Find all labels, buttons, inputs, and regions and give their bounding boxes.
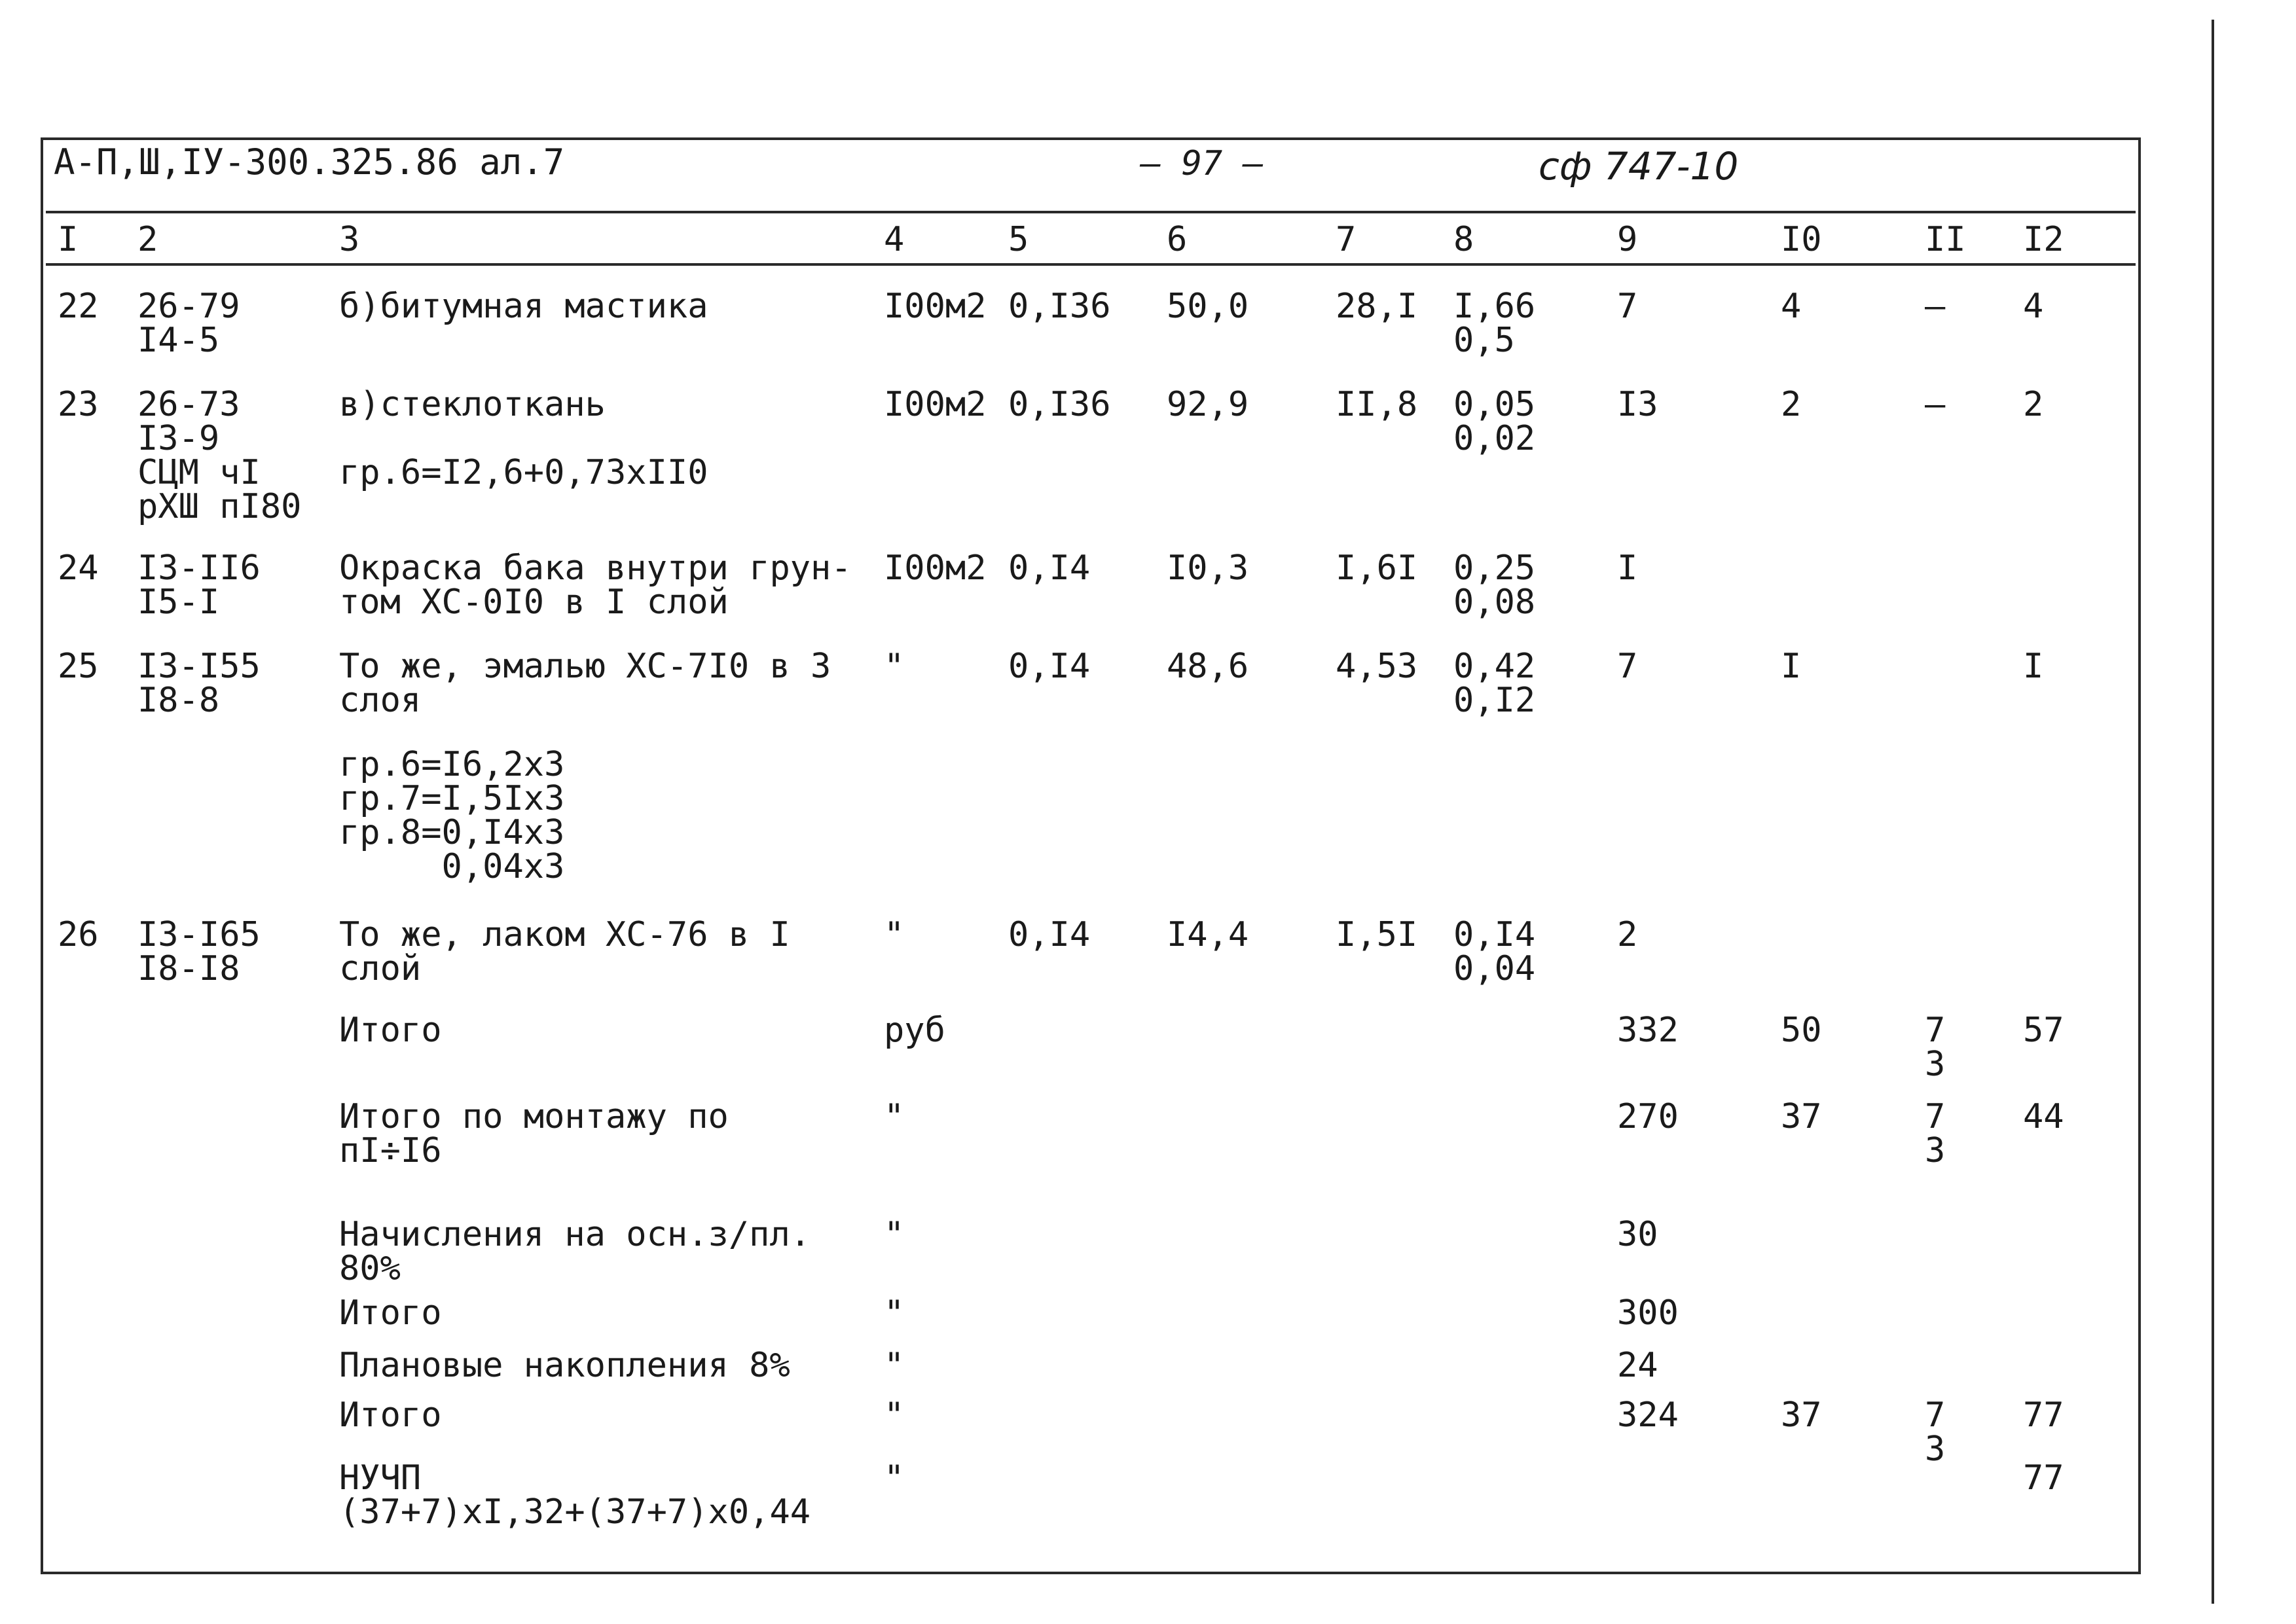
page-number: – 97 – <box>1140 144 1264 183</box>
table-cell: 23 <box>58 385 99 424</box>
table-cell: 7 3 <box>1925 1396 1946 1469</box>
table-cell: Итого <box>339 1396 442 1435</box>
table-cell: " <box>884 1396 905 1435</box>
table-cell: " <box>884 915 905 954</box>
table-cell: 28,I <box>1336 287 1418 326</box>
table-cell: I,6I <box>1336 549 1418 588</box>
table-cell: 0,I36 <box>1008 287 1111 326</box>
table-cell: I,5I <box>1336 915 1418 954</box>
table-cell: I <box>2023 647 2044 686</box>
table-cell: " <box>884 1293 905 1333</box>
table-cell: 24 <box>58 549 99 588</box>
page-edge-rule <box>2212 20 2214 1604</box>
table-cell: " <box>884 1097 905 1136</box>
table-cell: 0,I4 <box>1008 915 1091 954</box>
table-cell: I00м2 <box>884 287 987 326</box>
column-header: 5 <box>1008 220 1029 259</box>
table-cell: 2 <box>2023 385 2044 424</box>
table-cell: 4 <box>2023 287 2044 326</box>
table-cell: I3-II6 I5-I <box>137 549 261 622</box>
column-header: I2 <box>2023 220 2064 259</box>
table-cell: Окраска бака внутри грун- том ХС-0I0 в I слой <box>339 549 852 622</box>
table-cell: – <box>1925 385 1946 424</box>
table-cell: I4,4 <box>1167 915 1249 954</box>
document-reference: А-П,Ш,IУ-300.325.86 ал.7 <box>54 141 565 183</box>
table-cell: 270 <box>1617 1097 1679 1136</box>
table-cell: I3 <box>1617 385 1658 424</box>
column-header: I0 <box>1781 220 1822 259</box>
table-cell: I3-I55 I8-8 <box>137 647 261 720</box>
header-rule-top <box>46 211 2136 213</box>
column-header: 8 <box>1453 220 1474 259</box>
table-cell: 37 <box>1781 1396 1822 1435</box>
table-cell: 50 <box>1781 1011 1822 1050</box>
column-header: 3 <box>339 220 360 259</box>
table-cell: 77 <box>2023 1458 2064 1498</box>
table-cell: Начисления на осн.з/пл. 80% <box>339 1215 811 1288</box>
table-cell: 7 <box>1617 647 1638 686</box>
table-cell: гр.6=I6,2х3 гр.7=I,5Iх3 гр.8=0,I4х3 0,04х3 <box>339 745 565 886</box>
table-cell: 22 <box>58 287 99 326</box>
table-cell: I <box>1781 647 1802 686</box>
table-cell: I3-I65 I8-I8 <box>137 915 261 988</box>
table-cell: 0,25 0,08 <box>1453 549 1536 622</box>
column-header: 7 <box>1336 220 1357 259</box>
table-cell: 332 <box>1617 1011 1679 1050</box>
table-cell: То же, эмалью ХС-7I0 в 3 слоя <box>339 647 831 720</box>
column-header: 4 <box>884 220 905 259</box>
table-cell: 44 <box>2023 1097 2064 1136</box>
table-cell: 57 <box>2023 1011 2064 1050</box>
table-cell: 26-79 I4-5 <box>137 287 240 360</box>
table-cell: Плановые накопления 8% <box>339 1346 790 1385</box>
table-cell: НУЧП (37+7)хI,32+(37+7)х0,44 <box>339 1458 811 1532</box>
table-cell: 0,I4 <box>1008 647 1091 686</box>
table-cell: 26-73 I3-9 СЦМ чI рХШ пI80 <box>137 385 302 526</box>
table-cell: 0,I4 <box>1008 549 1091 588</box>
handwritten-code: сф 747-10 <box>1539 144 1739 189</box>
column-header: 9 <box>1617 220 1638 259</box>
table-cell: – <box>1925 287 1946 326</box>
table-cell: I00м2 <box>884 385 987 424</box>
column-header: 6 <box>1167 220 1188 259</box>
table-cell: 50,0 <box>1167 287 1249 326</box>
table-cell: 4 <box>1781 287 1802 326</box>
table-cell: 30 <box>1617 1215 1658 1254</box>
header-rule-bottom <box>46 263 2136 266</box>
table-cell: 7 3 <box>1925 1097 1946 1170</box>
table-cell: 2 <box>1617 915 1638 954</box>
table-cell: 26 <box>58 915 99 954</box>
table-cell: Итого по монтажу по пI÷I6 <box>339 1097 729 1170</box>
table-cell: То же, лаком ХС-76 в I слой <box>339 915 790 988</box>
table-cell: Итого <box>339 1011 442 1050</box>
table-cell: I <box>1617 549 1638 588</box>
table-cell: 77 <box>2023 1396 2064 1435</box>
table-cell: Итого <box>339 1293 442 1333</box>
table-cell: 25 <box>58 647 99 686</box>
table-cell: 48,6 <box>1167 647 1249 686</box>
table-cell: 4,53 <box>1336 647 1418 686</box>
column-header: II <box>1925 220 1966 259</box>
table-cell: I0,3 <box>1167 549 1249 588</box>
table-cell: I,66 0,5 <box>1453 287 1536 360</box>
table-cell: II,8 <box>1336 385 1418 424</box>
column-header: I <box>58 220 79 259</box>
table-cell: I00м2 <box>884 549 987 588</box>
table-cell: " <box>884 1458 905 1498</box>
table-cell: в)стеклоткань гр.6=I2,6+0,73хII0 <box>339 385 708 492</box>
table-cell: 37 <box>1781 1097 1822 1136</box>
table-cell: 0,I4 0,04 <box>1453 915 1536 988</box>
table-cell: " <box>884 647 905 686</box>
table-cell: б)битумная мастика <box>339 287 708 326</box>
table-cell: 24 <box>1617 1346 1658 1385</box>
table-cell: 7 <box>1617 287 1638 326</box>
table-cell: руб <box>884 1011 945 1050</box>
table-cell: 0,I36 <box>1008 385 1111 424</box>
table-cell: 0,05 0,02 <box>1453 385 1536 458</box>
table-cell: " <box>884 1346 905 1385</box>
table-cell: 324 <box>1617 1396 1679 1435</box>
column-header: 2 <box>137 220 158 259</box>
table-cell: " <box>884 1215 905 1254</box>
table-cell: 300 <box>1617 1293 1679 1333</box>
table-cell: 2 <box>1781 385 1802 424</box>
table-cell: 92,9 <box>1167 385 1249 424</box>
table-cell: 7 3 <box>1925 1011 1946 1084</box>
table-cell: 0,42 0,I2 <box>1453 647 1536 720</box>
